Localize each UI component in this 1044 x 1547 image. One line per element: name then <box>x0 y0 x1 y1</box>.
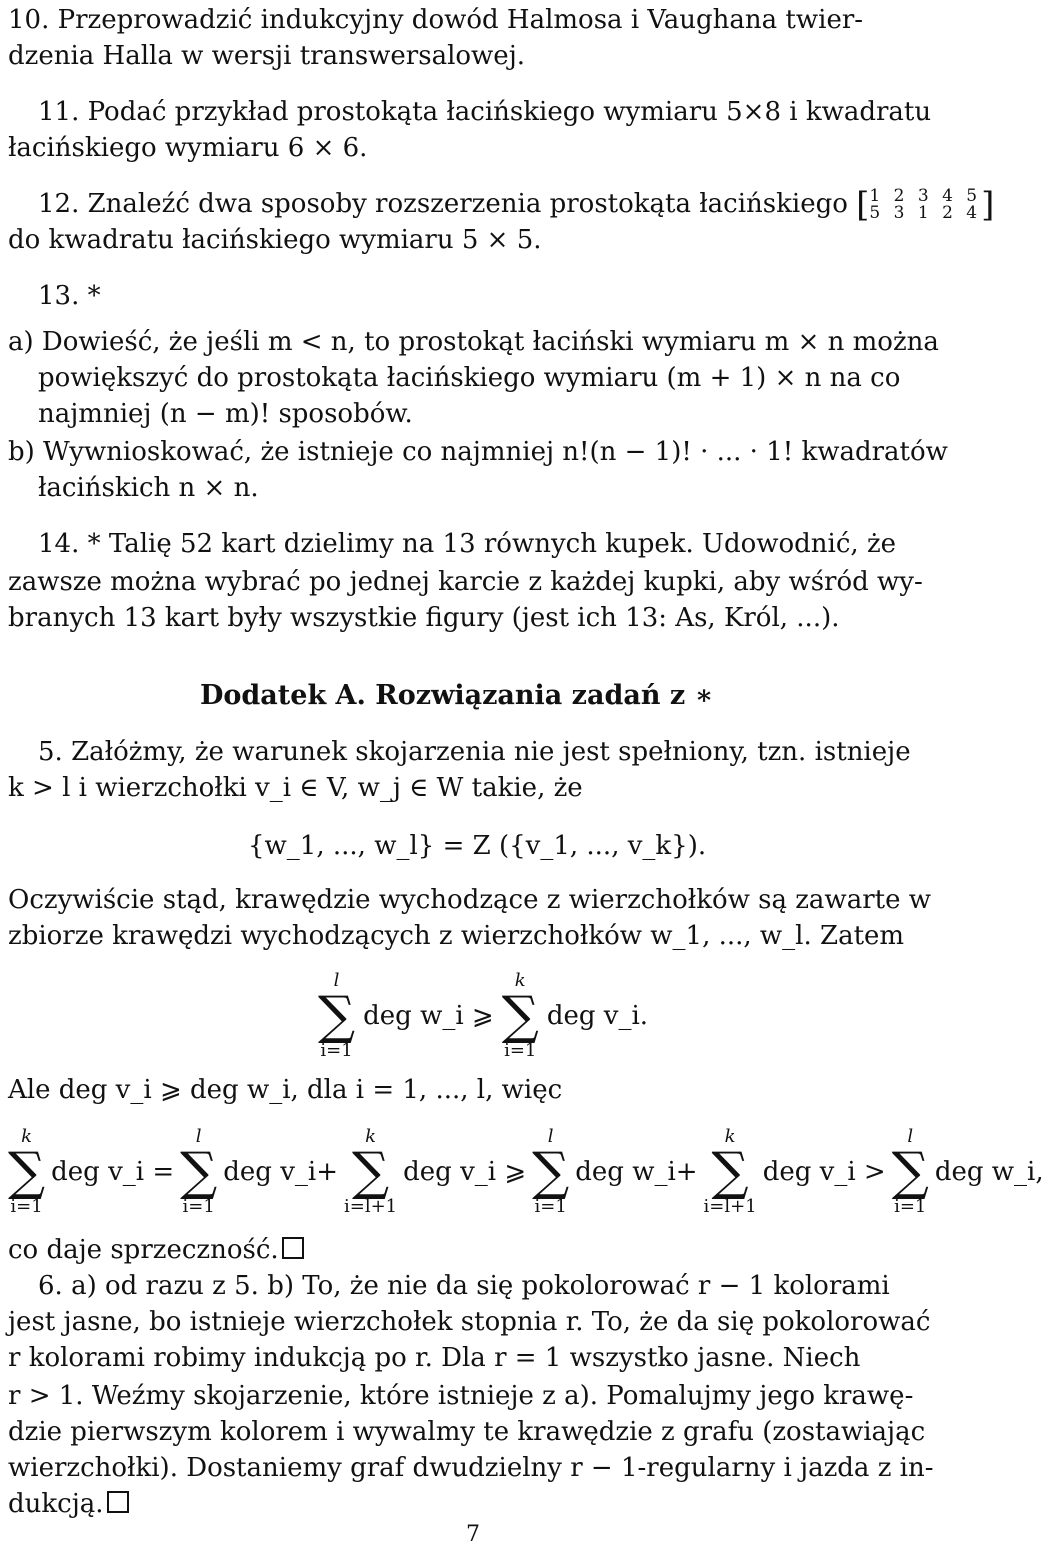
matrix-row: 1 2 3 4 5 <box>869 186 982 206</box>
qed-square-icon <box>282 1237 304 1259</box>
sum-symbol: k ∑ i=l+1 <box>343 1126 398 1217</box>
sum-symbol: l ∑ i=1 <box>891 1126 929 1217</box>
page-number: 7 <box>466 1522 480 1547</box>
sum-symbol: l ∑ i=1 <box>532 1126 570 1217</box>
text-line: do kwadratu łacińskiego wymiaru 5 × 5. <box>8 225 542 255</box>
text-line: jest jasne, bo istnieje wierzchołek stopnia r. To, że da się pokolorować <box>8 1307 931 1337</box>
text-segment: 12. Znaleźć dwa sposoby rozszerzenia prostokąta łacińskiego <box>38 189 848 219</box>
sum-term: deg w_i+ <box>575 1157 698 1187</box>
text-line: zawsze można wybrać po jednej karcie z każdej kupki, aby wśród wy- <box>8 567 923 597</box>
text-line: a) Dowieść, że jeśli m < n, to prostokąt łaciński wymiaru m × n można <box>8 327 939 357</box>
qed-square-icon <box>107 1491 129 1513</box>
section-heading: Dodatek A. Rozwiązania zadań z ∗ <box>200 680 714 711</box>
text-line: 13. * <box>38 281 101 311</box>
text-line: r > 1. Weźmy skojarzenie, które istnieje z a). Pomalujmy jego krawę- <box>8 1381 914 1411</box>
text-line: 11. Podać przykład prostokąta łacińskiego wymiaru 5×8 i kwadratu <box>38 97 932 127</box>
sum-symbol: k ∑ i=1 <box>501 970 539 1061</box>
sum-symbol: k ∑ i=l+1 <box>703 1126 757 1217</box>
text-line <box>38 185 995 225</box>
sum-term: deg v_i > <box>762 1157 886 1187</box>
text-line: 6. a) od razu z 5. b) To, że nie da się pokolorować r − 1 kolorami <box>38 1271 890 1301</box>
sum-term: deg w_i, <box>934 1157 1044 1187</box>
sum-symbol: l ∑ i=1 <box>180 1126 218 1217</box>
text-line: dukcją. <box>8 1488 129 1520</box>
text-line: r kolorami robimy indukcją po r. Dla r = 1 wszystko jasne. Niech <box>8 1343 861 1373</box>
text-line: dzenia Halla w wersji transwersalowej. <box>8 41 526 71</box>
sum-term: deg v_i ⩾ <box>403 1157 527 1187</box>
text-line: 14. * Talię 52 kart dzielimy na 13 równych kupek. Udowodnić, że <box>38 529 897 559</box>
text-line: 5. Załóżmy, że warunek skojarzenia nie jest spełniony, tzn. istnieje <box>38 737 911 767</box>
text-line: dzie pierwszym kolorem i wywalmy te krawędzie z grafu (zostawiając <box>8 1417 926 1447</box>
text-line: k > l i wierzchołki v_i ∈ V, w_j ∈ W takie, że <box>8 773 583 803</box>
text-line: b) Wywnioskować, że istnieje co najmniej n!(n − 1)! · ... · 1! kwadratów <box>8 437 948 467</box>
text-line: branych 13 kart były wszystkie figury (jest ich 13: As, Król, ...). <box>8 603 840 633</box>
sum-inequality <box>318 972 648 1060</box>
text-line: najmniej (n − m)! sposobów. <box>38 399 413 429</box>
text-line: 10. Przeprowadzić indukcyjny dowód Halmosa i Vaughana twier- <box>8 5 864 35</box>
sum-term: deg v_i. <box>546 1001 649 1031</box>
text-line: zbiorze krawędzi wychodzących z wierzchołków w_1, ..., w_l. Zatem <box>8 921 905 951</box>
text-line: łacińskiego wymiaru 6 × 6. <box>8 133 368 163</box>
bracket-right: ] <box>981 185 995 225</box>
display-formula: {w_1, ..., w_l} = Z ({v_1, ..., v_k}). <box>248 831 707 861</box>
latin-rectangle-matrix <box>856 185 995 225</box>
text-line: wierzchołki). Dostaniemy graf dwudzielny r − 1-regularny i jazda z in- <box>8 1453 934 1483</box>
sum-term: deg v_i+ <box>223 1157 338 1187</box>
sum-symbol: k ∑ i=1 <box>8 1126 46 1217</box>
text-line: Oczywiście stąd, krawędzie wychodzące z wierzchołków są zawarte w <box>8 885 931 915</box>
text-line: Ale deg v_i ⩾ deg w_i, dla i = 1, ..., l, więc <box>8 1075 563 1105</box>
text-line: łacińskich n × n. <box>38 473 259 503</box>
matrix-row: 5 3 1 2 4 <box>869 203 982 223</box>
bracket-left: [ <box>856 185 870 225</box>
text-line: co daje sprzeczność. <box>8 1234 304 1266</box>
text-line: powiększyć do prostokąta łacińskiego wymiaru (m + 1) × n na co <box>38 363 901 393</box>
sum-chain <box>8 1128 1044 1216</box>
sum-symbol: l ∑ i=1 <box>318 970 356 1061</box>
sum-term: deg v_i = <box>51 1157 175 1187</box>
sum-term: deg w_i ⩾ <box>363 1001 494 1031</box>
